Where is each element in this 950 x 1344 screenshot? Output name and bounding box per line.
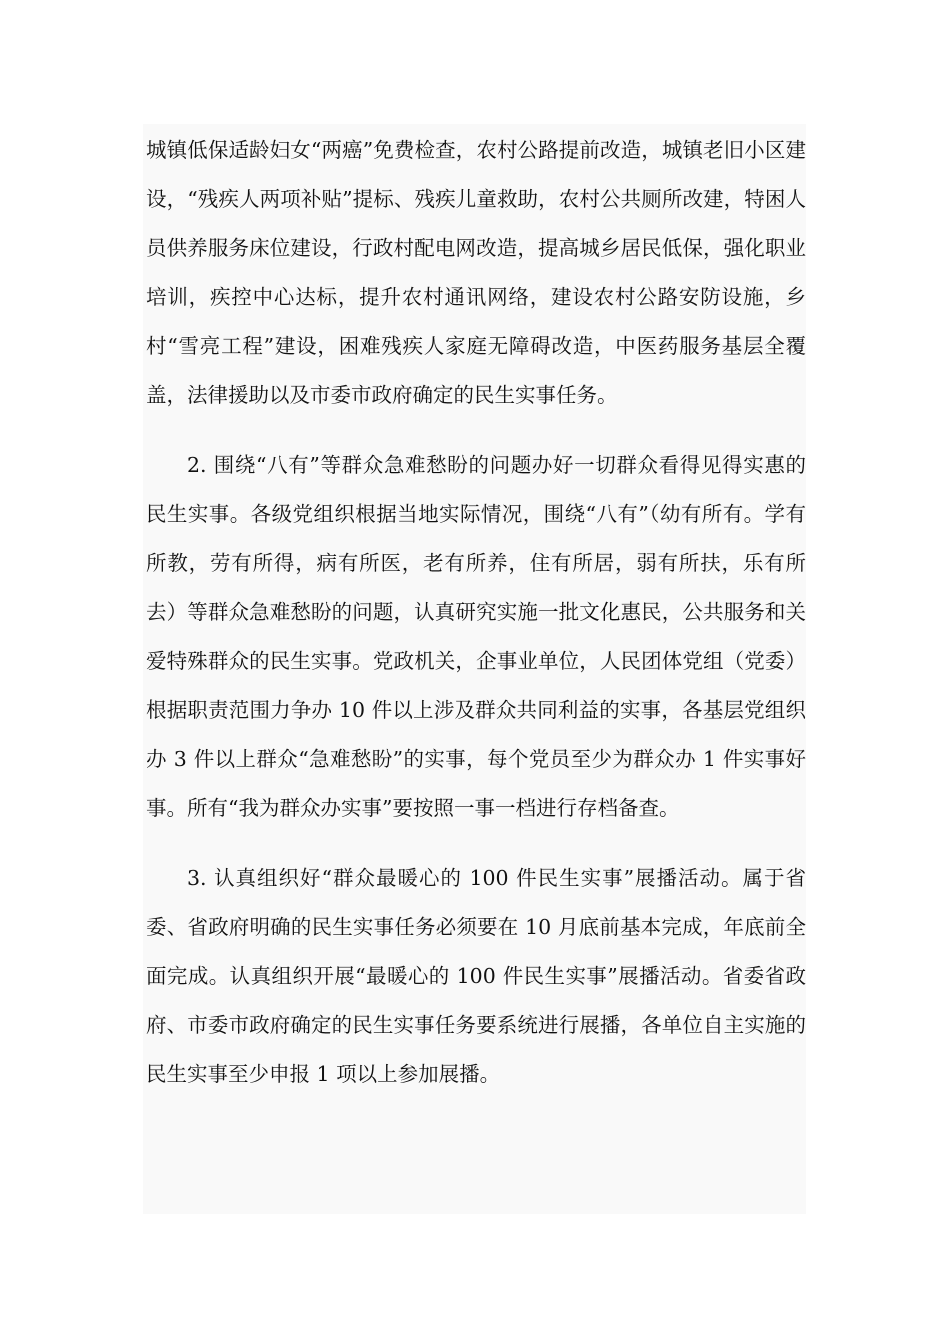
paragraph-continuation: 城镇低保适龄妇女“两癌”免费检查，农村公路提前改造，城镇老旧小区建设，“残疾人两项补贴”提标、残疾儿童救助，农村公共厕所改建，特困人员供养服务床位建设，行政村配电网改造，提高城乡居民低保，强化职业培训，疾控中心达标，提升农村通讯网络，建设农村公路安防设施，乡村“雪亮工程”建设，困难残疾人家庭无障碍改造，中医药服务基层全覆盖，法律援助以及市委市政府确定的民生实事任务。 <box>146 138 806 407</box>
paragraph-item-2: 2. 围绕“八有”等群众急难愁盼的问题办好一切群众看得见得实惠的民生实事。各级党组织根据当地实际情况，围绕“八有”（幼有所有。学有所教，劳有所得，病有所医，老有所养，住有所居，弱有所扶，乐有所去）等群众急难愁盼的问题，认真研究实施一批文化惠民，公共服务和关爱特殊群众的民生实事。党政机关，企事业单位，人民团体党组（党委）根据职责范围力争办 10 件以上涉及群众共同利益的实事，各基层党组织办 3 件以上群众“急难愁盼”的实事，每个党员至少为群众办 1 件实事好事。所有“我为群众办实事”要按照一事一档进行存档备查。 <box>146 453 806 820</box>
paragraph-item-3: 3. 认真组织好“群众最暖心的 100 件民生实事”展播活动。属于省委、省政府明确的民生实事任务必须要在 10 月底前基本完成，年底前全面完成。认真组织开展“最暖心的 100 件民生实事”展播活动。省委省政府、市委市政府确定的民生实事任务要系统进行展播，各单位自主实施的民生实事至少申报 1 项以上参加展播。 <box>146 866 806 1086</box>
document-body <box>146 126 806 1099</box>
